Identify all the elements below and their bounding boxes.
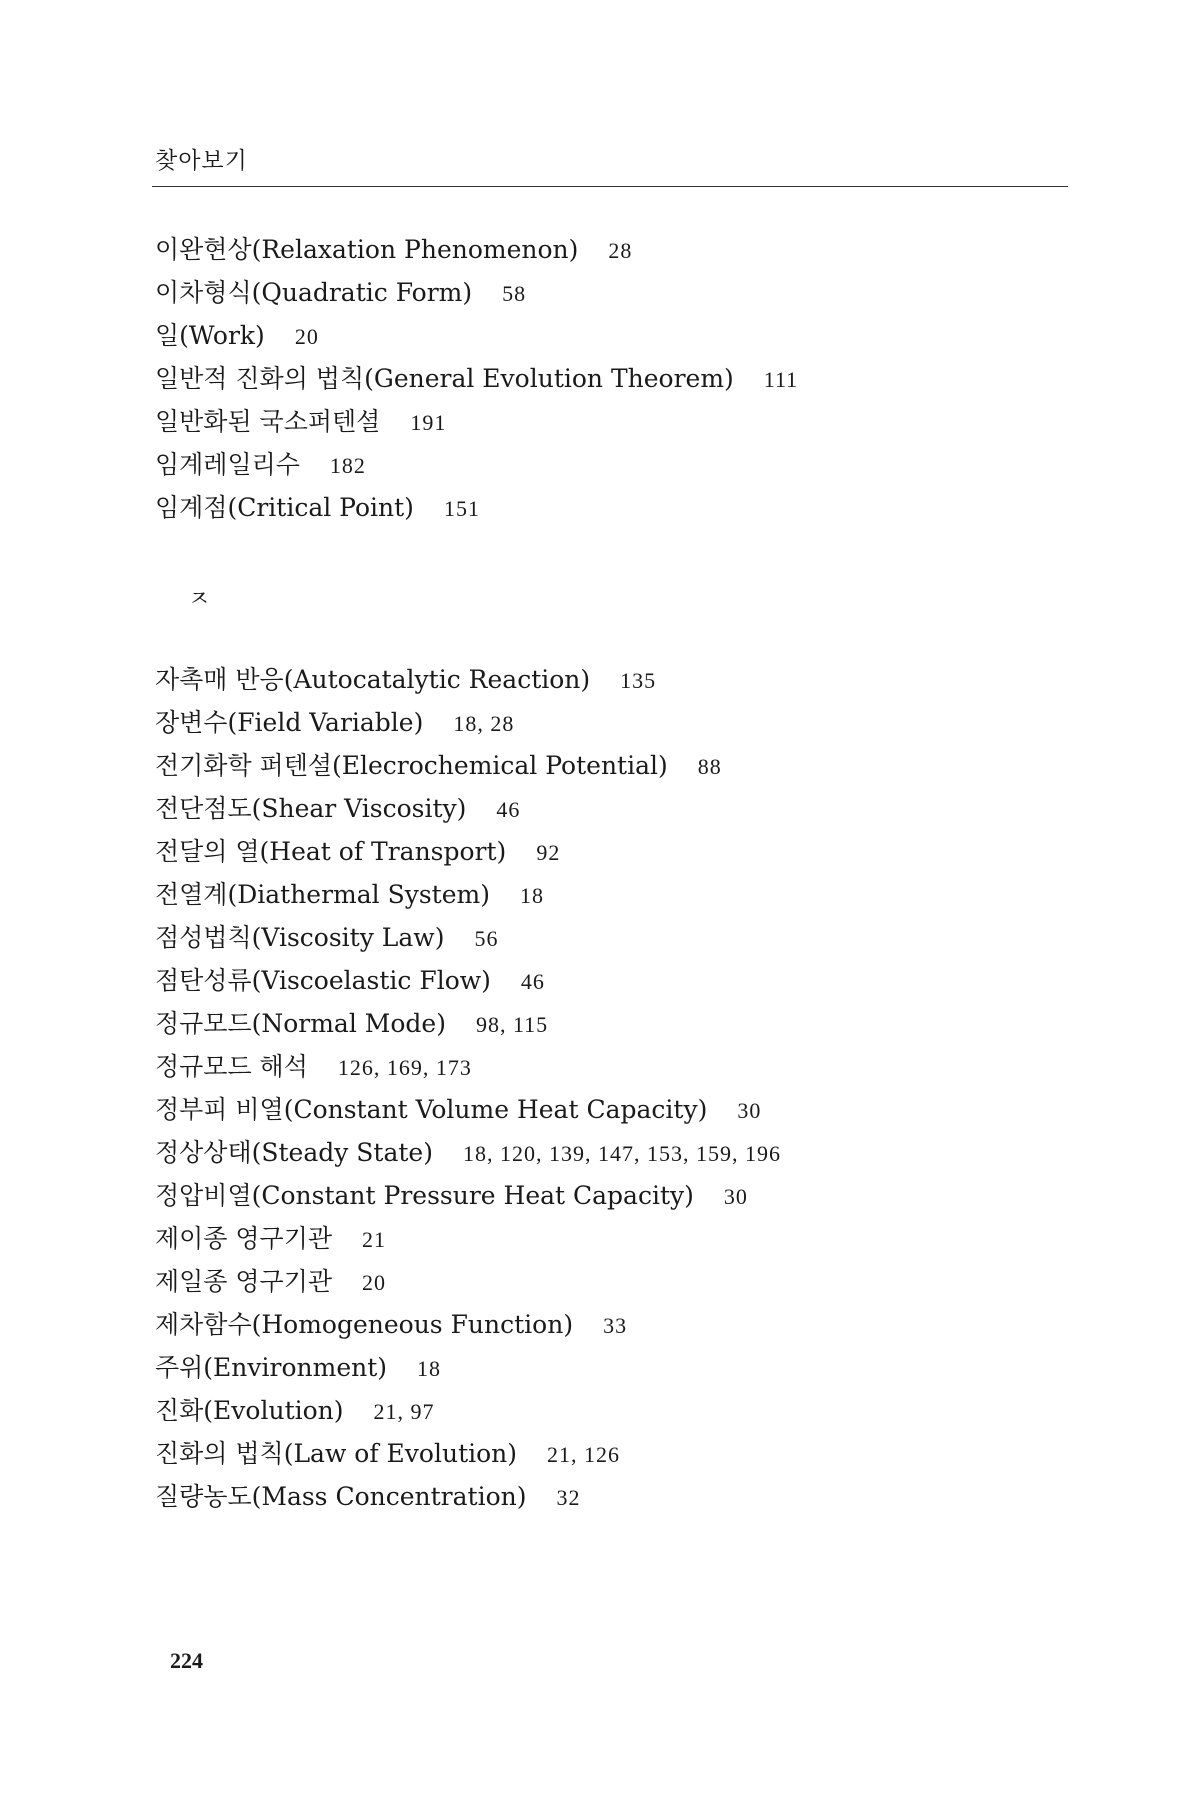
entry-term: 질량농도(Mass Concentration) <box>155 1482 527 1511</box>
entry-pages: 33 <box>603 1313 628 1338</box>
entry-pages: 88 <box>697 754 722 779</box>
index-entry <box>155 402 446 442</box>
entry-term: 전열계(Diathermal System) <box>155 880 490 909</box>
entry-pages: 32 <box>556 1485 581 1510</box>
index-entry <box>155 1305 627 1345</box>
entry-term: 일반적 진화의 법칙(General Evolution Theorem) <box>155 364 734 393</box>
index-entry <box>155 918 498 958</box>
entry-pages: 20 <box>294 324 319 349</box>
entry-pages: 46 <box>496 797 521 822</box>
entry-term: 정부피 비열(Constant Volume Heat Capacity) <box>155 1095 708 1124</box>
entry-pages: 135 <box>620 668 657 693</box>
index-entry <box>155 445 366 485</box>
index-entry <box>155 273 526 313</box>
entry-term: 제차함수(Homogeneous Function) <box>155 1310 574 1339</box>
entry-term: 일(Work) <box>155 321 265 350</box>
index-entry <box>155 746 722 786</box>
index-entry <box>155 316 319 356</box>
index-entry <box>155 1391 435 1431</box>
index-entry <box>155 703 514 743</box>
entry-term: 임계점(Critical Point) <box>155 493 414 522</box>
index-entry <box>155 1090 761 1130</box>
entry-pages: 182 <box>329 453 366 478</box>
entry-pages: 30 <box>723 1184 748 1209</box>
entry-pages: 21 <box>362 1227 386 1252</box>
entry-term: 자촉매 반응(Autocatalytic Reaction) <box>155 665 591 694</box>
entry-term: 정압비열(Constant Pressure Heat Capacity) <box>155 1181 694 1210</box>
index-entry <box>155 1176 748 1216</box>
index-entry <box>155 875 544 915</box>
index-entry <box>155 789 520 829</box>
entry-pages: 191 <box>410 410 447 435</box>
entry-term: 제일종 영구기관 <box>155 1267 332 1296</box>
entry-pages: 56 <box>474 926 499 951</box>
entry-pages: 18 <box>519 883 544 908</box>
index-entry <box>155 1434 620 1474</box>
entry-term: 진화의 법칙(Law of Evolution) <box>155 1439 518 1468</box>
index-entry <box>155 832 560 872</box>
entry-term: 전단점도(Shear Viscosity) <box>155 794 467 823</box>
entry-term: 일반화된 국소퍼텐셜 <box>155 407 381 436</box>
index-entry <box>155 1047 472 1087</box>
index-entry <box>155 1004 548 1044</box>
entry-pages: 30 <box>737 1098 762 1123</box>
entry-term: 전달의 열(Heat of Transport) <box>155 837 507 866</box>
index-entry <box>155 961 545 1001</box>
entry-pages: 98, 115 <box>476 1012 549 1037</box>
entry-term: 이차형식(Quadratic Form) <box>155 278 473 307</box>
entry-pages: 28 <box>608 238 633 263</box>
entry-term: 전기화학 퍼텐셜(Elecrochemical Potential) <box>155 751 668 780</box>
entry-term: 정규모드(Normal Mode) <box>155 1009 446 1038</box>
entry-term: 주위(Environment) <box>155 1353 388 1382</box>
index-entry <box>155 1348 441 1388</box>
entry-term: 진화(Evolution) <box>155 1396 344 1425</box>
index-entry <box>155 230 632 270</box>
section-heading: ㅈ <box>188 586 211 612</box>
entry-term: 임계레일리수 <box>155 450 300 479</box>
entry-pages: 92 <box>536 840 561 865</box>
index-entry <box>155 1219 386 1259</box>
entry-pages: 20 <box>362 1270 386 1295</box>
running-header: 찾아보기 <box>155 148 248 174</box>
entry-term: 정상상태(Steady State) <box>155 1138 433 1167</box>
index-entry <box>155 660 656 700</box>
entry-pages: 18, 120, 139, 147, 153, 159, 196 <box>462 1141 781 1166</box>
page-number: 224 <box>170 1648 203 1673</box>
entry-term: 제이종 영구기관 <box>155 1224 332 1253</box>
entry-pages: 58 <box>502 281 527 306</box>
entry-term: 점성법칙(Viscosity Law) <box>155 923 445 952</box>
entry-pages: 126, 169, 173 <box>337 1055 472 1080</box>
index-entry <box>155 1133 781 1173</box>
entry-term: 이완현상(Relaxation Phenomenon) <box>155 235 579 264</box>
header-rule <box>152 186 1068 187</box>
entry-pages: 21, 97 <box>373 1399 435 1424</box>
entry-term: 점탄성류(Viscoelastic Flow) <box>155 966 491 995</box>
entry-pages: 111 <box>763 367 799 392</box>
entry-pages: 46 <box>520 969 545 994</box>
entry-pages: 151 <box>443 496 480 521</box>
index-entry <box>155 1262 386 1302</box>
index-entry <box>155 359 798 399</box>
index-entry <box>155 1477 581 1517</box>
entry-pages: 18, 28 <box>453 711 515 736</box>
entry-term: 장변수(Field Variable) <box>155 708 424 737</box>
index-entry <box>155 488 480 528</box>
entry-term: 정규모드 해석 <box>155 1052 308 1081</box>
entry-pages: 21, 126 <box>547 1442 621 1467</box>
entry-pages: 18 <box>417 1356 442 1381</box>
